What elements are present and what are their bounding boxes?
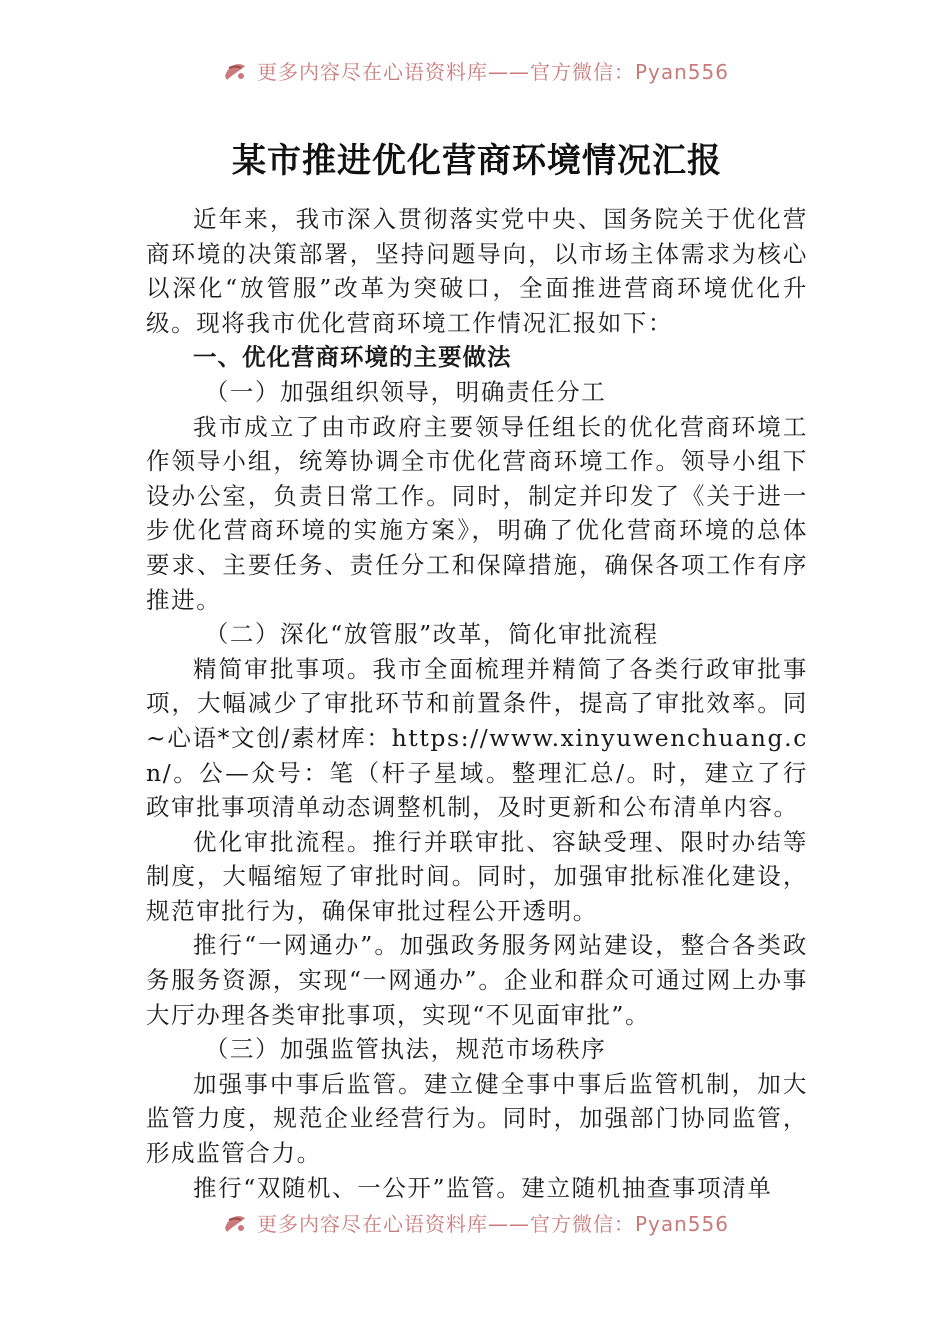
header-watermark-banner bbox=[0, 50, 950, 90]
document-title: 某市推进优化营商环境情况汇报 bbox=[232, 141, 722, 181]
subsection-heading: （二）深化“放管服”改革，简化审批流程 bbox=[204, 620, 659, 649]
paragraph: 加强事中事后监管。建立健全事中事后监管机制，加大监管力度，规范企业经营行为。同时，加强部门协同监管，形成监管合力。 bbox=[146, 1069, 808, 1168]
brand-logo-icon bbox=[221, 1208, 249, 1236]
paragraph: 我市成立了由市政府主要领导任组长的优化营商环境工作领导小组，统筹协调全市优化营商环境工作。领导小组下设办公室，负责日常工作。同时，制定并印发了《关于进一步优化营商环境的实施方案》，明确了优化营商环境的总体要求、主要任务、责任分工和保障措施，确保各项工作有序推进。 bbox=[146, 412, 808, 614]
paragraph: 推行“双随机、一公开”监管。建立随机抽查事项清单 bbox=[193, 1173, 773, 1202]
paragraph: 推行“一网通办”。加强政务服务网站建设，整合各类政务服务资源，实现“一网通办”。企业和群众可通过网上办事大厅办理各类审批事项，实现“不见面审批”。 bbox=[146, 931, 808, 1029]
subsection-heading: （三）加强监管执法，规范市场秩序 bbox=[204, 1035, 607, 1064]
document-body bbox=[146, 134, 808, 1205]
footer-watermark-banner bbox=[0, 1202, 950, 1242]
section-heading: 一、优化营商环境的主要做法 bbox=[193, 343, 512, 372]
subsection-heading: （一）加强组织领导，明确责任分工 bbox=[204, 377, 607, 406]
paragraph: 精简审批事项。我市全面梳理并精简了各类行政审批事项，大幅减少了审批环节和前置条件，提高了审批效率。同~心语*文创/素材库：https://www.xinyuwenchuang.cn/。公—众号：笔（杆子星域。整理汇总/。时，建立了行政审批事项清单动态调整机制，及时更新和公布清单内容。 bbox=[146, 654, 808, 822]
watermark-text: 更多内容尽在心语资料库——官方微信：Pyan556 bbox=[256, 1211, 729, 1236]
paragraph: 近年来，我市深入贯彻落实党中央、国务院关于优化营商环境的决策部署，坚持问题导向，以市场主体需求为核心以深化“放管服”改革为突破口，全面推进营商环境优化升级。现将我市优化营商环境工作情况汇报如下： bbox=[146, 205, 808, 337]
paragraph: 优化审批流程。推行并联审批、容缺受理、限时办结等制度，大幅缩短了审批时间。同时，加强审批标准化建设，规范审批行为，确保审批过程公开透明。 bbox=[146, 827, 808, 925]
brand-logo-icon bbox=[221, 56, 249, 84]
watermark-text: 更多内容尽在心语资料库——官方微信：Pyan556 bbox=[256, 59, 729, 84]
